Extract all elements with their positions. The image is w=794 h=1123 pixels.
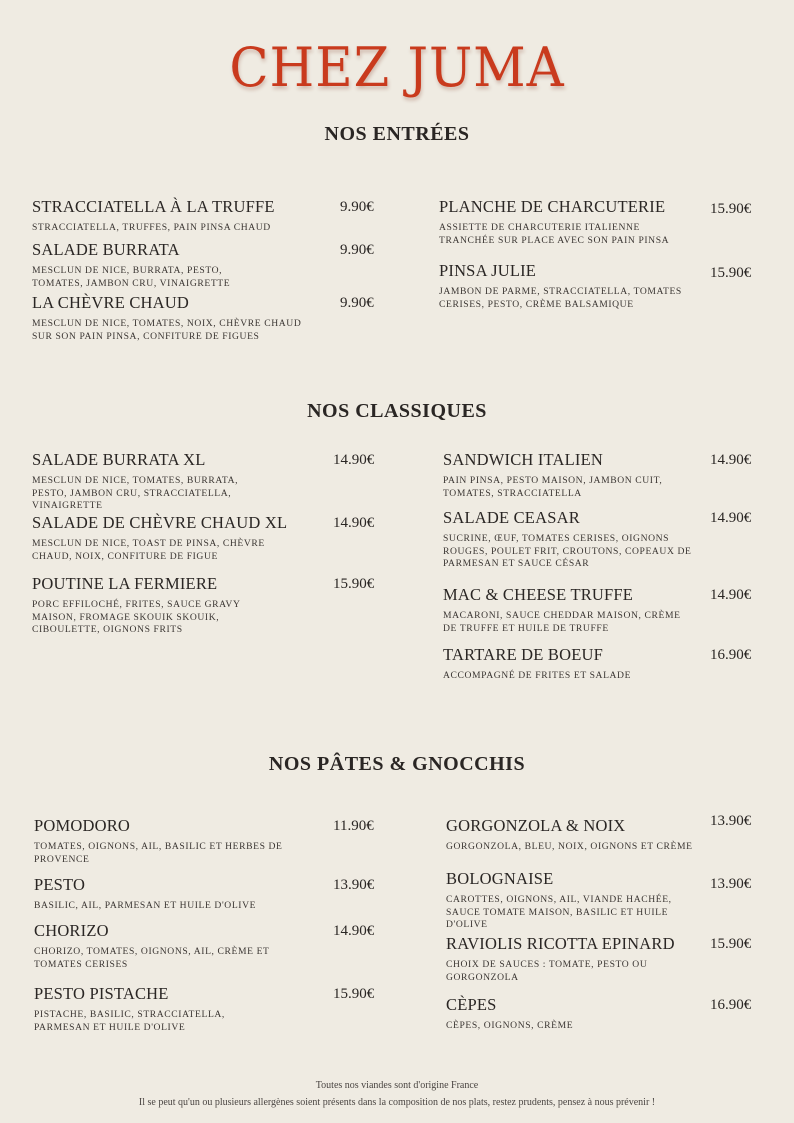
item-desc: TOMATES, OIGNONS, AIL, BASILIC ET HERBES DE PROVENCE: [34, 841, 283, 865]
item-name: LA CHÈVRE CHAUD: [32, 293, 190, 312]
menu-item: [443, 645, 693, 683]
item-name: SALADE CEASAR: [443, 508, 580, 527]
section-title-classiques: NOS CLASSIQUES: [307, 400, 487, 422]
item-desc: MESCLUN DE NICE, BURRATA, PESTO, TOMATES, JAMBON CRU, VINAIGRETTE: [32, 265, 231, 289]
menu-item: [446, 934, 676, 984]
item-price: 15.90€: [333, 576, 375, 592]
item-name: SANDWICH ITALIEN: [443, 450, 603, 469]
menu-item: [32, 574, 272, 637]
menu-item: [32, 240, 262, 290]
item-desc: MESCLUN DE NICE, TOAST DE PINSA, CHÈVRE CHAUD, NOIX, CONFITURE DE FIGUE: [32, 538, 265, 562]
menu-item: [443, 450, 693, 500]
item-name: PLANCHE DE CHARCUTERIE: [439, 197, 666, 216]
item-desc: PISTACHE, BASILIC, STRACCIATELLA, PARMESAN ET HUILE D'OLIVE: [34, 1009, 225, 1033]
section-title-pates: NOS PÂTES & GNOCCHIS: [268, 753, 526, 775]
item-price: 9.90€: [340, 199, 374, 215]
item-desc: ACCOMPAGNÉ DE FRITES ET SALADE: [443, 670, 632, 681]
menu-item: [32, 513, 292, 563]
item-price: 13.90€: [710, 876, 752, 892]
item-price: 13.90€: [333, 877, 375, 893]
item-name: GORGONZOLA & NOIX: [446, 816, 626, 835]
item-desc: GORGONZOLA, BLEU, NOIX, OIGNONS ET CRÈME: [446, 841, 693, 852]
item-price: 15.90€: [710, 201, 752, 217]
item-name: CÈPES: [446, 995, 497, 1014]
item-name: POMODORO: [34, 816, 131, 835]
item-desc: ASSIETTE DE CHARCUTERIE ITALIENNE TRANCHÉE SUR PLACE AVEC SON PAIN PINSA: [439, 222, 670, 246]
menu-item: [32, 450, 272, 513]
item-desc: JAMBON DE PARME, STRACCIATELLA, TOMATES CERISES, PESTO, CRÈME BALSAMIQUE: [439, 286, 682, 310]
item-desc: MACARONI, SAUCE CHEDDAR MAISON, CRÈME DE TRUFFE ET HUILE DE TRUFFE: [443, 610, 681, 634]
footer-allergen-note: Il se peut qu'un ou plusieurs allergènes soient présents dans la composition de nos plats, restez prudents, pensez à nous prévenir !: [138, 1097, 656, 1108]
menu-item: [443, 585, 683, 635]
item-name: PESTO: [34, 875, 86, 894]
item-desc: MESCLUN DE NICE, TOMATES, NOIX, CHÈVRE CHAUD SUR SON PAIN PINSA, CONFITURE DE FIGUES: [32, 318, 302, 342]
item-name: RAVIOLIS RICOTTA EPINARD: [446, 934, 675, 953]
item-desc: CAROTTES, OIGNONS, AIL, VIANDE HACHÉE, SAUCE TOMATE MAISON, BASILIC ET HUILE D'OLIVE: [446, 894, 672, 930]
item-price: 9.90€: [340, 242, 374, 258]
item-price: 15.90€: [710, 265, 752, 281]
item-price: 13.90€: [710, 813, 752, 829]
item-desc: MESCLUN DE NICE, TOMATES, BURRATA, PESTO, JAMBON CRU, STRACCIATELLA, VINAIGRETTE: [32, 475, 239, 511]
item-price: 14.90€: [710, 587, 752, 603]
menu-item: [439, 261, 704, 311]
item-price: 11.90€: [333, 818, 374, 834]
item-name: PINSA JULIE: [439, 261, 537, 280]
restaurant-title: CHEZ JUMA: [229, 36, 565, 99]
item-name: PESTO PISTACHE: [34, 984, 169, 1003]
item-price: 15.90€: [333, 986, 375, 1002]
item-desc: CHOIX DE SAUCES : TOMATE, PESTO OU GORGONZOLA: [446, 959, 648, 983]
menu-item: [439, 197, 689, 247]
menu-item: [34, 984, 284, 1034]
item-price: 15.90€: [710, 936, 752, 952]
item-name: POUTINE LA FERMIERE: [32, 574, 218, 593]
item-price: 14.90€: [710, 510, 752, 526]
menu-item: [34, 816, 289, 866]
item-name: CHORIZO: [34, 921, 109, 940]
item-desc: BASILIC, AIL, PARMESAN ET HUILE D'OLIVE: [34, 900, 257, 911]
item-price: 14.90€: [333, 923, 375, 939]
item-desc: CÈPES, OIGNONS, CRÈME: [446, 1020, 574, 1031]
item-name: SALADE BURRATA XL: [32, 450, 206, 469]
menu-item: [34, 875, 294, 913]
item-desc: STRACCIATELLA, TRUFFES, PAIN PINSA CHAUD: [32, 222, 271, 233]
item-name: SALADE DE CHÈVRE CHAUD XL: [32, 513, 288, 532]
item-desc: PORC EFFILOCHÉ, FRITES, SAUCE GRAVY MAISON, FROMAGE SKOUIK SKOUIK, CIBOULETTE, OIGNONS FRITS: [32, 599, 241, 635]
menu-item: [446, 816, 701, 854]
menu-item: [443, 508, 693, 571]
menu-item: [446, 869, 701, 932]
item-price: 16.90€: [710, 647, 752, 663]
item-price: 14.90€: [333, 515, 375, 531]
menu-item: [32, 197, 302, 235]
item-name: MAC & CHEESE TRUFFE: [443, 585, 634, 604]
item-desc: PAIN PINSA, PESTO MAISON, JAMBON CUIT, TOMATES, STRACCIATELLA: [443, 475, 663, 499]
item-name: SALADE BURRATA: [32, 240, 180, 259]
section-title-entrees: NOS ENTRÉES: [324, 123, 470, 145]
item-name: TARTARE DE BOEUF: [443, 645, 603, 664]
menu-item: [446, 995, 686, 1033]
item-price: 9.90€: [340, 295, 374, 311]
footer-origin-note: Toutes nos viandes sont d'origine France: [315, 1080, 479, 1091]
item-desc: SUCRINE, ŒUF, TOMATES CERISES, OIGNONS ROUGES, POULET FRIT, CROUTONS, COPEAUX DE PARMESAN ET SAUCE CÉSAR: [443, 533, 692, 569]
item-price: 16.90€: [710, 997, 752, 1013]
menu-item: [34, 921, 274, 971]
item-price: 14.90€: [333, 452, 375, 468]
item-name: BOLOGNAISE: [446, 869, 554, 888]
item-price: 14.90€: [710, 452, 752, 468]
item-name: STRACCIATELLA À LA TRUFFE: [32, 197, 275, 216]
menu-item: [32, 293, 302, 343]
item-desc: CHORIZO, TOMATES, OIGNONS, AIL, CRÈME ET TOMATES CERISES: [34, 946, 270, 970]
